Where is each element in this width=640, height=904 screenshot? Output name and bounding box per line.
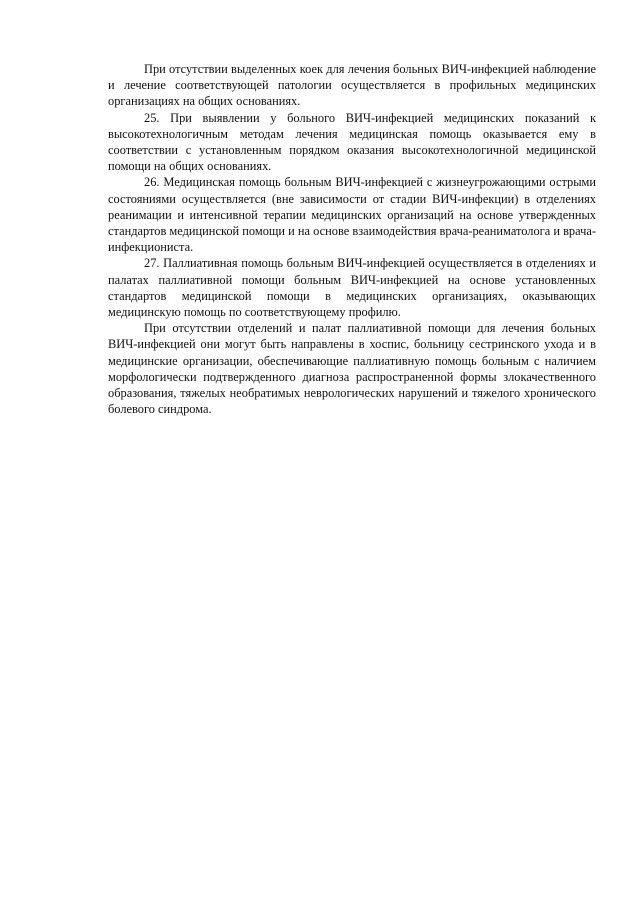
paragraph-26-emergency-care: 26. Медицинская помощь больным ВИЧ-инфекцией с жизнеугрожающими острыми состояниями осуществляется (вне зависимости от стадии ВИЧ-инфекции) в отделениях реанимации и интенсивной терапии медицинских организаций на основе утвержденных стандартов медицинской помощи и на основе взаимодействия врача-реаниматолога и врача-инфекциониста. bbox=[108, 175, 596, 255]
paragraph-25-high-tech-care: 25. При выявлении у больного ВИЧ-инфекцией медицинских показаний к высокотехнологичным методам лечения медицинская помощь оказывается ему в соответствии с установленным порядком оказания высокотехнологичной медицинской помощи на общих основаниях. bbox=[108, 110, 596, 174]
paragraph-hospice-referral: При отсутствии отделений и палат паллиативной помощи для лечения больных ВИЧ-инфекцией они могут быть направлены в хоспис, больницу сестринского ухода и в медицинские организации, обеспечивающие паллиативную помощь больным с наличием морфологически подтвержденного диагноза распространенной формы злокачественного образования, тяжелых необратимых неврологических нарушений и тяжелого хронического болевого синдрома. bbox=[108, 321, 596, 417]
document-body bbox=[108, 61, 596, 417]
paragraph-no-beds: При отсутствии выделенных коек для лечения больных ВИЧ-инфекцией наблюдение и лечение соответствующей патологии осуществляется в профильных медицинских организациях на общих основаниях. bbox=[108, 62, 596, 109]
paragraph-27-palliative-care: 27. Паллиативная помощь больным ВИЧ-инфекцией осуществляется в отделениях и палатах паллиативной помощи больным ВИЧ-инфекцией на основе установленных стандартов медицинской помощи в медицинских организациях, оказывающих медицинскую помощь по соответствующему профилю. bbox=[108, 256, 596, 320]
